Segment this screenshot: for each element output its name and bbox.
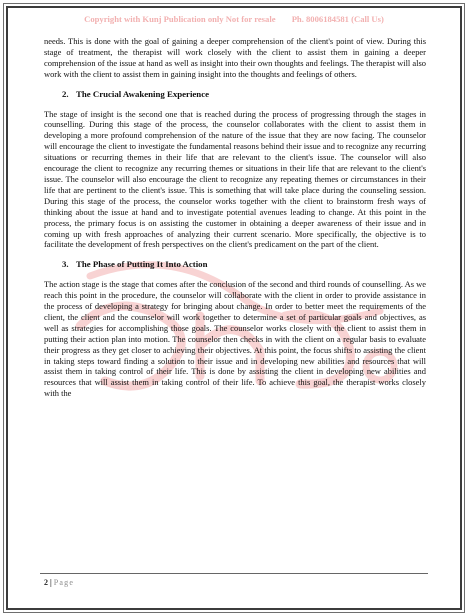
section-heading-action-phase <box>62 259 426 270</box>
section-title: The Phase of Putting It Into Action <box>76 259 208 270</box>
page-header <box>0 14 468 24</box>
page-footer <box>44 578 74 587</box>
page-number: 2 <box>44 578 48 587</box>
contact-phone: Ph. 8006184581 (Call Us) <box>291 14 384 24</box>
copyright-notice: Copyright with Kunj Publication only Not for resale <box>84 14 276 24</box>
section-paragraph-insight-stage: The stage of insight is the second one that is reached during the process of progressing through the stages in counselling. During this stage of the process, the counselor collaborates with the client to assist them in developing a more profound comprehension of the nature of the issue that they are now facing. The counselor will encourage the client to investigate the fundamental reasons behind their issue and to recognize any recurring situations or recurring themes in their life that are relevant to the client's issue. The counselor will also encourage the client to recognize any recurring themes or situations in their life that are relevant to the client's issue. The counselor will also encourage the client to recognize any repeating themes or circumstances in their life that are pertinent to the client's issue. This is something that will take place during the counseling session. During this stage of the process, the counselor works together with the client to brainstorm fresh ways of thinking about the issue at hand and to investigate potential avenues leading to change. At this point in the process, the primary focus is on assisting the customer in obtaining a deeper awareness of their issue and in coming up with fresh approaches of analyzing their current scenario. More specifically, the objective is to facilitate the development of fresh perspectives on the client's predicament on the part of the client. <box>44 108 426 250</box>
page-label: Page <box>53 578 75 587</box>
intro-paragraph: needs. This is done with the goal of gaining a deeper comprehension of the client's point of view. During this stage of treatment, the therapist will work closely with the client to assist them in gaining a deeper comprehension of the issue at hand as well as insight into their own thoughts and feelings. The therapist will also work with the client to assist them in gaining insight into the thoughts and feelings of others. <box>44 36 426 79</box>
section-number: 2. <box>62 88 69 99</box>
section-heading-crucial-awakening <box>62 89 426 100</box>
document-body <box>44 36 426 399</box>
page-separator: | <box>50 578 52 587</box>
section-number: 3. <box>62 259 69 270</box>
footer-divider <box>40 573 428 574</box>
section-paragraph-action-stage: The action stage is the stage that comes after the conclusion of the second and third rounds of counselling. As we reach this point in the procedure, the counselor will collaborate with the client in order to provide assistance in the process of developing a strategy for bringing about change. In order to better meet the requirements of the client, the client and the counselor will work together to determine a set of particular goals and objectives, as well as strategies for accomplishing those goals. The counselor works closely with the client to assist them in putting their action plan into motion. The counselor then checks in with the client on a regular basis to evaluate their progress as they get closer to achieving their objectives. At this point, the focus shifts to assisting the client in taking steps toward finding a solution to their issue and in developing new abilities and resources that will assist them in taking control of their life. This is done by assisting the client in developing new abilities and resources that will assist them in taking control of their life. To achieve this goal, the therapist works closely with the <box>44 279 426 399</box>
section-title: The Crucial Awakening Experience <box>76 88 210 99</box>
